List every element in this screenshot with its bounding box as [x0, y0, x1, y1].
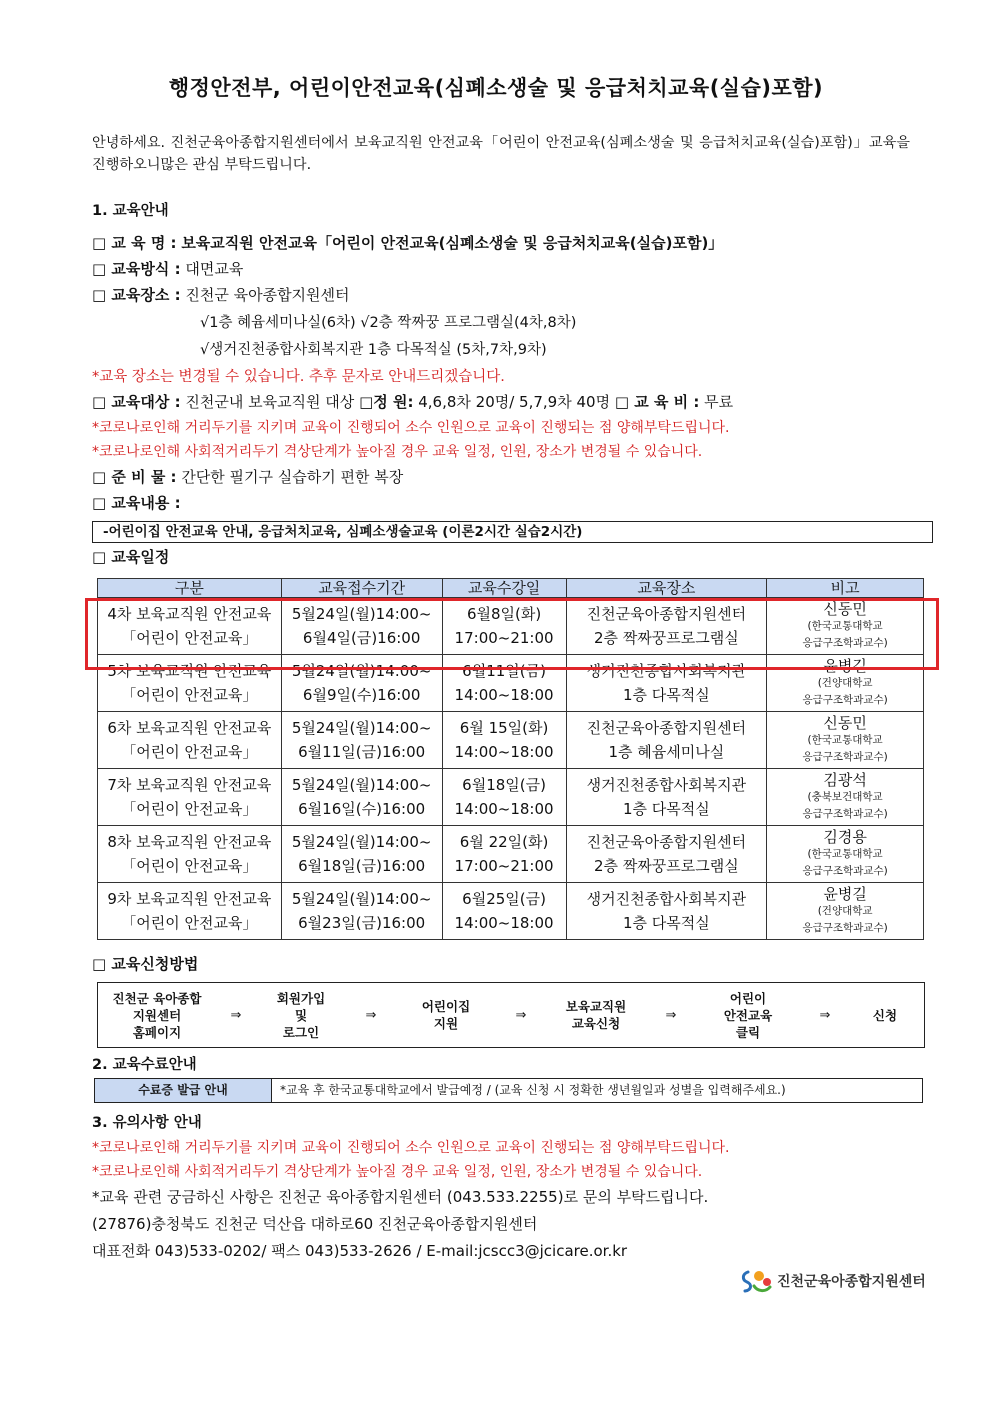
header-place: 교육장소	[566, 579, 767, 598]
contact-info: 대표전화 043)533-0202/ 팩스 043)533-2626 / E-mail:jcscc3@jcicare.or.kr	[92, 1242, 628, 1260]
registration-period: 5월24일(월)14:00~ 6월23일(금)16:00	[281, 883, 442, 940]
target-label: □ 교육대상 :	[92, 393, 181, 411]
place-sub-2: √생거진천종합사회복지관 1층 다목적실 (5차,7차,9차)	[200, 342, 547, 358]
instructor: 윤병길 (건양대학교 응급구조학과교수)	[767, 655, 924, 712]
session-date: 6월 22일(화) 17:00~21:00	[442, 826, 566, 883]
logo-icon	[740, 1268, 774, 1294]
session-date: 6월11일(금) 14:00~18:00	[442, 655, 566, 712]
registration-period: 5월24일(월)14:00~ 6월18일(금)16:00	[281, 826, 442, 883]
registration-period: 5월24일(월)14:00~ 6월9일(수)16:00	[281, 655, 442, 712]
method-label: □ 교육방식 :	[92, 260, 181, 278]
content-box: -어린이집 안전교육 안내, 응급처치교육, 심폐소생술교육 (이론2시간 실습2시간)	[92, 521, 933, 543]
instructor: 윤병길 (건양대학교 응급구조학과교수)	[767, 883, 924, 940]
flow-step-apply: 신청	[872, 1007, 898, 1023]
schedule-header-row	[98, 579, 924, 598]
section-2-heading: 2. 교육수료안내	[92, 1057, 197, 1073]
session-place: 생거진천종합사회복지관 1층 다목적실	[566, 769, 767, 826]
place-line	[92, 284, 350, 305]
header-date: 교육수강일	[442, 579, 566, 598]
covid-note-2: *코로나로인해 사회적거리두기 격상단계가 높아질 경우 교육 일정, 인원, 장소가 변경될 수 있습니다.	[92, 444, 703, 460]
arrow-icon: ⇒	[365, 1007, 377, 1023]
target-value: 진천군내 보육교직원 대상	[185, 393, 355, 411]
flow-step-staff-apply: 보육교직원 교육신청	[565, 999, 627, 1031]
arrow-icon: ⇒	[665, 1007, 677, 1023]
apply-flow	[97, 982, 925, 1048]
place-label: □ 교육장소 :	[92, 286, 181, 304]
content-label: □ 교육내용 :	[92, 494, 181, 512]
table-row	[98, 826, 924, 883]
instructor: 신동민 (한국교통대학교 응급구조학과교수)	[767, 598, 924, 655]
course-name-value: 보육교직원 안전교육「어린이 안전교육(심폐소생술 및 응급처치교육(실습)포함)」	[181, 234, 724, 252]
flow-step-safety-click: 어린이 안전교육 클릭	[723, 990, 773, 1040]
table-row	[98, 769, 924, 826]
covid-note-4: *코로나로인해 사회적거리두기 격상단계가 높아질 경우 교육 일정, 인원, 장소가 변경될 수 있습니다.	[92, 1164, 703, 1180]
logo-text: 진천군육아종합지원센터	[777, 1274, 926, 1290]
method-line	[92, 258, 243, 279]
capacity-label: □정 원:	[359, 393, 414, 411]
table-row	[98, 883, 924, 940]
highlight-box	[85, 598, 939, 670]
apply-label: □ 교육신청방법	[92, 955, 199, 973]
session-name: 7차 보육교직원 안전교육 「어린이 안전교육」	[98, 769, 282, 826]
session-name: 6차 보육교직원 안전교육 「어린이 안전교육」	[98, 712, 282, 769]
certificate-value: *교육 후 한국교통대학교에서 발급예정 / (교육 신청 시 정확한 생년월일과 성별을 입력해주세요.)	[280, 1083, 786, 1097]
course-name-label: □ 교 육 명 :	[92, 234, 177, 252]
capacity-value: 4,6,8차 20명/ 5,7,9차 40명	[418, 393, 611, 411]
registration-period: 5월24일(월)14:00~ 6월4일(금)16:00	[281, 598, 442, 655]
arrow-icon: ⇒	[515, 1007, 527, 1023]
flow-step-login: 회원가입 및 로그인	[276, 990, 326, 1040]
course-name-line	[92, 232, 723, 253]
inquiry-note: *교육 관련 궁금하신 사항은 진천군 육아종합지원센터 (043.533.2255)로 문의 부탁드립니다.	[92, 1188, 709, 1206]
fee-label: □ 교 육 비 :	[614, 393, 700, 411]
instructor: 김광석 (충북보건대학교 응급구조학과교수)	[767, 769, 924, 826]
instructor: 신동민 (한국교통대학교 응급구조학과교수)	[767, 712, 924, 769]
page-title: 행정안전부, 어린이안전교육(심폐소생술 및 응급처치교육(실습)포함)	[168, 76, 824, 100]
fee-value: 무료	[704, 393, 734, 411]
session-name: 8차 보육교직원 안전교육 「어린이 안전교육」	[98, 826, 282, 883]
prep-label: □ 준 비 물 :	[92, 468, 177, 486]
certificate-box	[94, 1078, 923, 1103]
prep-line	[92, 466, 403, 487]
session-place: 생거진천종합사회복지관 1층 다목적실	[566, 655, 767, 712]
certificate-label: 수료증 발급 안내	[95, 1079, 272, 1102]
method-value: 대면교육	[185, 260, 244, 278]
header-category: 구분	[98, 579, 282, 598]
intro-text: 안녕하세요. 진천군육아종합지원센터에서 보육교직원 안전교육「어린이 안전교육(심폐소생술 및 응급처치교육(실습)포함)」교육을 진행하오니많은 관심 부탁드립니다.	[92, 135, 910, 173]
instructor: 김경용 (한국교통대학교 응급구조학과교수)	[767, 826, 924, 883]
arrow-icon: ⇒	[819, 1007, 831, 1023]
table-row	[98, 712, 924, 769]
header-registration: 교육접수기간	[281, 579, 442, 598]
section-3-heading: 3. 유의사항 안내	[92, 1115, 202, 1131]
prep-value: 간단한 필기구 실습하기 편한 복장	[181, 468, 404, 486]
section-1-heading: 1. 교육안내	[92, 203, 169, 219]
covid-note-3: *코로나로인해 거리두기를 지키며 교육이 진행되어 소수 인원으로 교육이 진행되는 점 양해부탁드립니다.	[92, 1140, 730, 1156]
session-date: 6월 15일(화) 14:00~18:00	[442, 712, 566, 769]
session-name: 4차 보육교직원 안전교육 「어린이 안전교육」	[98, 598, 282, 655]
target-line	[92, 391, 733, 412]
session-name: 9차 보육교직원 안전교육 「어린이 안전교육」	[98, 883, 282, 940]
arrow-icon: ⇒	[230, 1007, 242, 1023]
session-place: 생거진천종합사회복지관 1층 다목적실	[566, 883, 767, 940]
session-date: 6월18일(금) 14:00~18:00	[442, 769, 566, 826]
address: (27876)충청북도 진천군 덕산읍 대하로60 진천군육아종합지원센터	[92, 1215, 538, 1233]
registration-period: 5월24일(월)14:00~ 6월16일(수)16:00	[281, 769, 442, 826]
place-sub-1: √1층 혜윰세미나실(6차) √2층 짝짜꿍 프로그램실(4차,8차)	[200, 315, 577, 331]
header-note: 비고	[767, 579, 924, 598]
session-place: 진천군육아종합지원센터 2층 짝짜꿍프로그램실	[566, 826, 767, 883]
place-value: 진천군 육아종합지원센터	[185, 286, 350, 304]
covid-note-1: *코로나로인해 거리두기를 지키며 교육이 진행되어 소수 인원으로 교육이 진행되는 점 양해부탁드립니다.	[92, 420, 730, 436]
flow-step-homepage: 진천군 육아종합 지원센터 홈페이지	[112, 990, 202, 1040]
session-date: 6월25일(금) 14:00~18:00	[442, 883, 566, 940]
center-logo	[740, 1268, 926, 1294]
place-note: *교육 장소는 변경될 수 있습니다. 추후 문자로 안내드리겠습니다.	[92, 369, 505, 385]
session-place: 진천군육아종합지원센터 2층 짝짜꿍프로그램실	[566, 598, 767, 655]
session-place: 진천군육아종합지원센터 1층 혜윰세미나실	[566, 712, 767, 769]
flow-step-daycare-support: 어린이집 지원	[421, 999, 471, 1031]
schedule-label: □ 교육일정	[92, 548, 170, 566]
registration-period: 5월24일(월)14:00~ 6월11일(금)16:00	[281, 712, 442, 769]
session-name: 5차 보육교직원 안전교육 「어린이 안전교육」	[98, 655, 282, 712]
session-date: 6월8일(화) 17:00~21:00	[442, 598, 566, 655]
